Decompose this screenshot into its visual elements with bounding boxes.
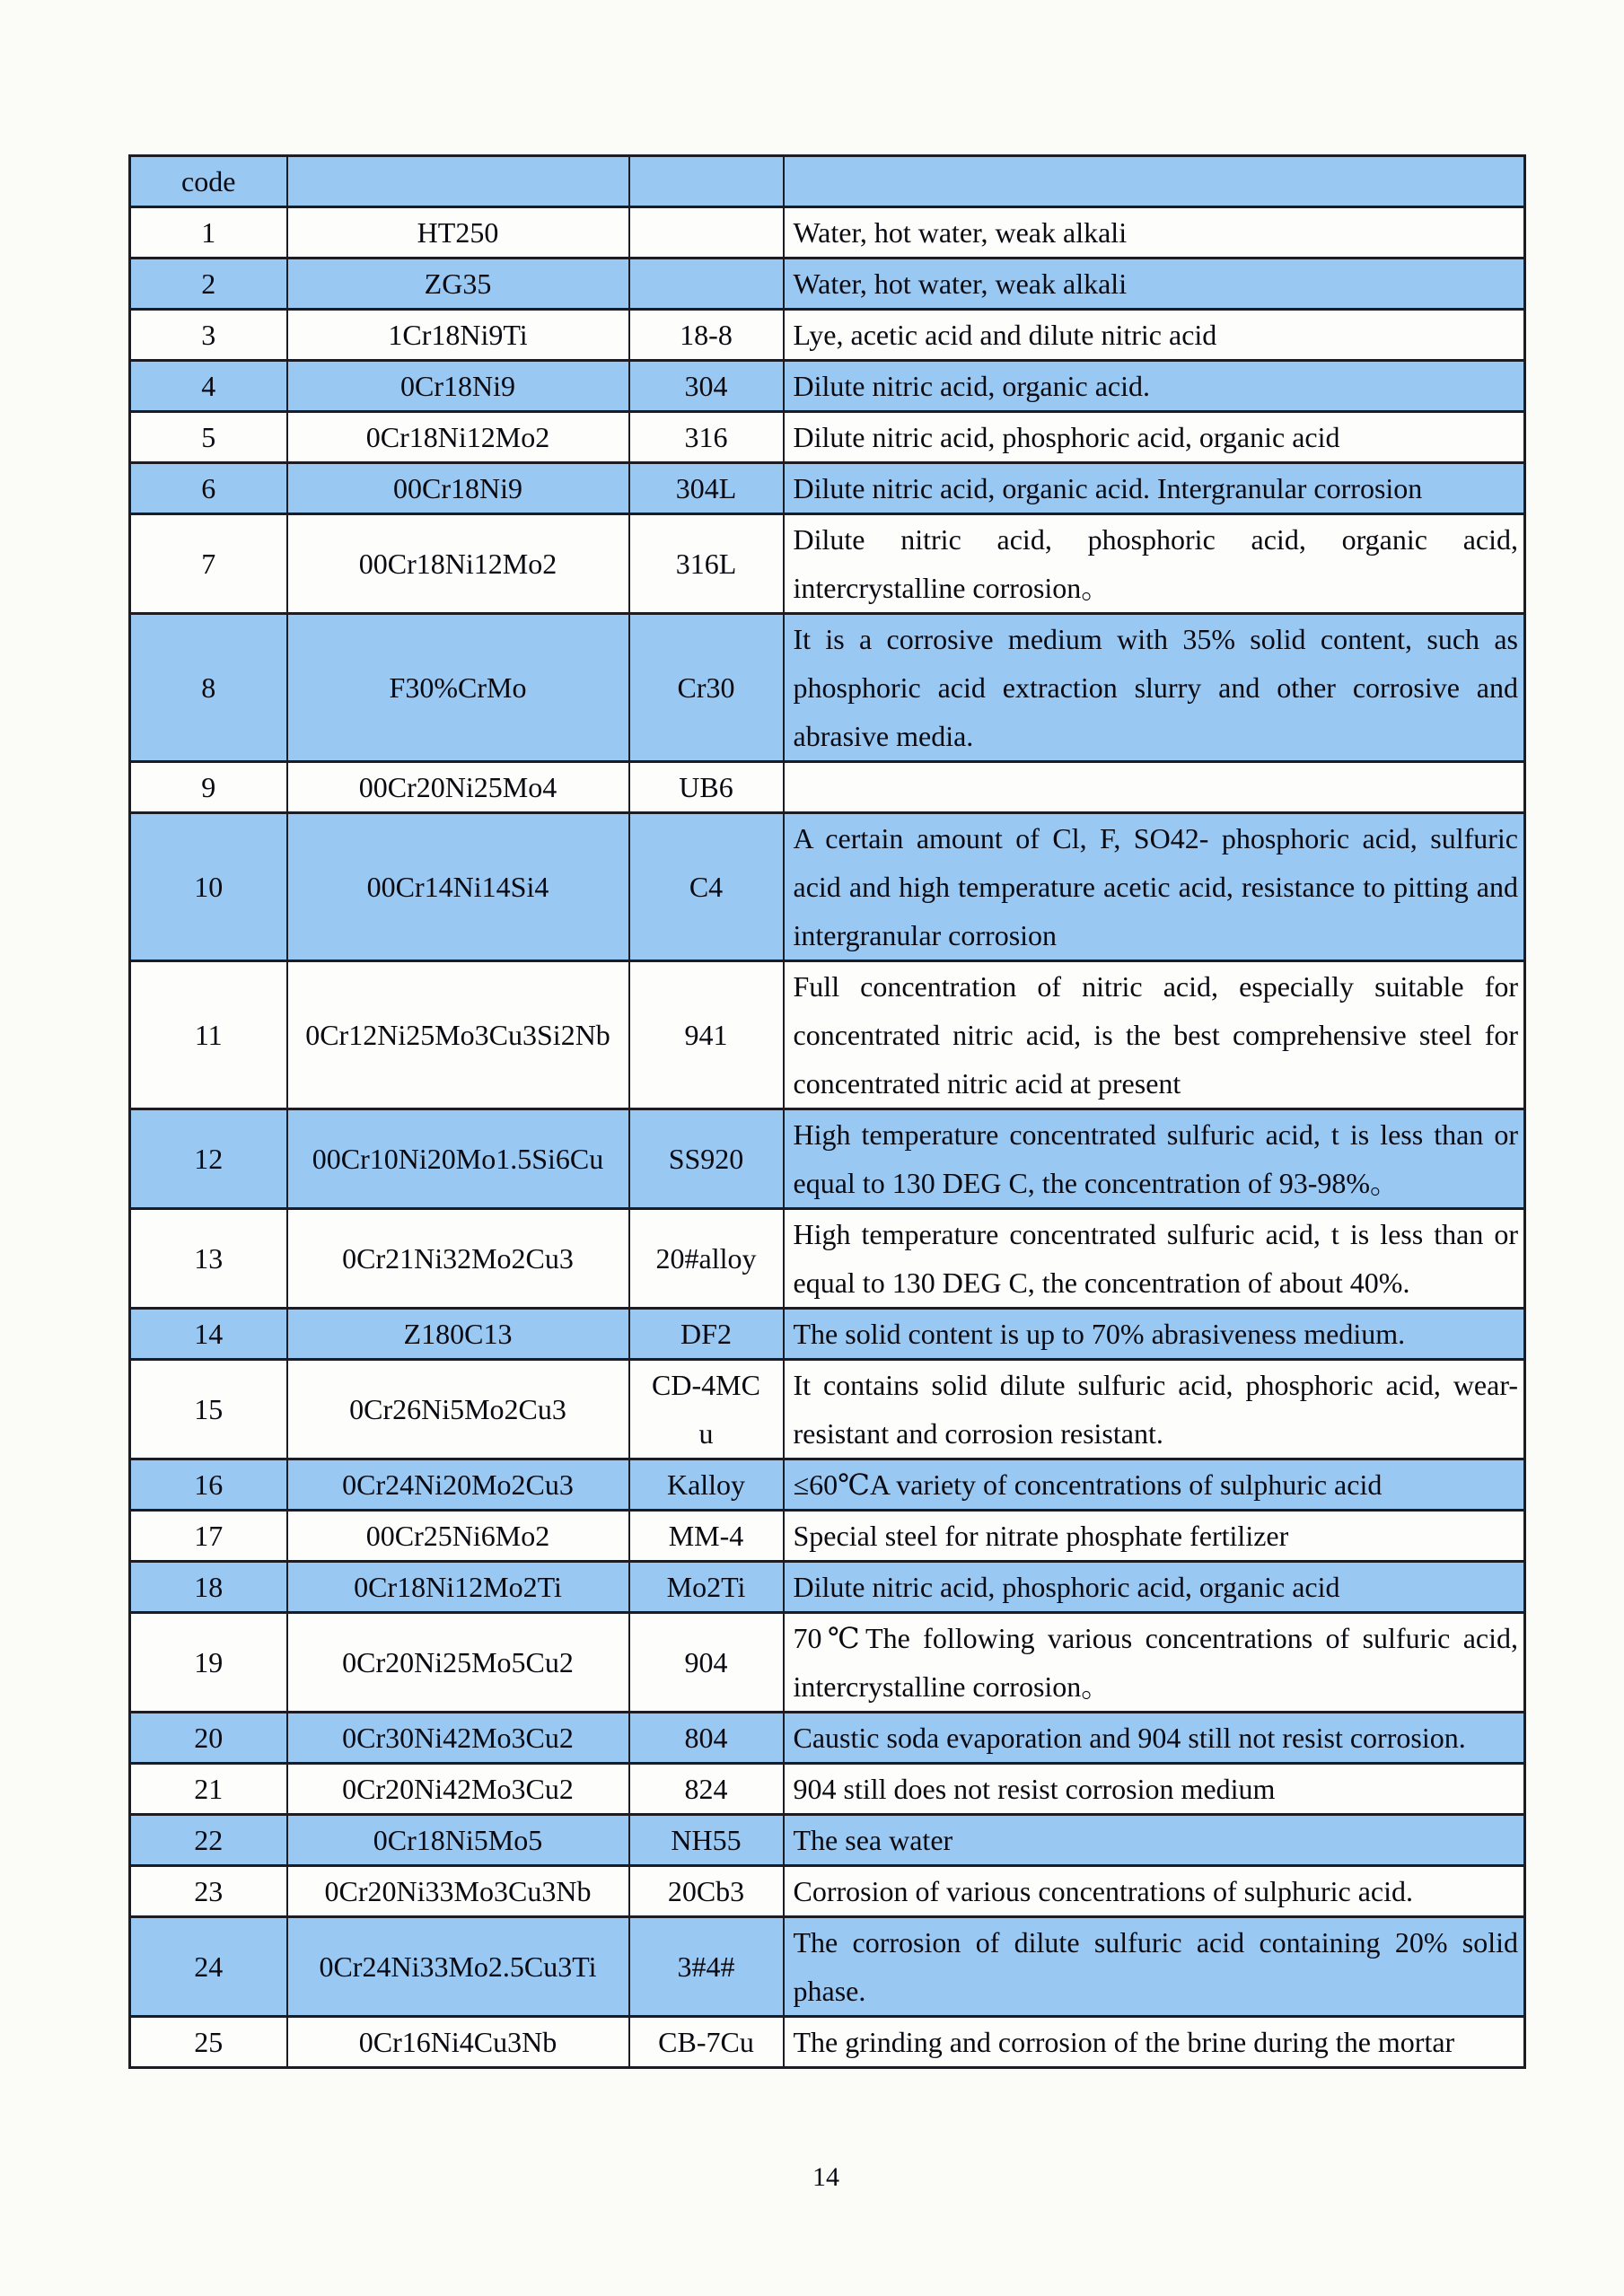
material-cell: 0Cr24Ni20Mo2Cu3 [287, 1459, 629, 1511]
alloy-cell: 18-8 [629, 310, 784, 361]
code-cell: 19 [130, 1613, 287, 1713]
table-row [130, 762, 1525, 813]
alloy-cell: MM-4 [629, 1511, 784, 1562]
alloy-cell: 304 [629, 361, 784, 412]
media-cell: The sea water [784, 1815, 1525, 1866]
code-cell: 17 [130, 1511, 287, 1562]
alloy-cell: DF2 [629, 1309, 784, 1360]
media-cell: It contains solid dilute sulfuric acid, phosphoric acid, wear-resistant and corrosion resistant. [784, 1360, 1525, 1459]
code-cell: 11 [130, 961, 287, 1109]
material-cell: 0Cr16Ni4Cu3Nb [287, 2017, 629, 2068]
code-cell: 15 [130, 1360, 287, 1459]
media-cell: Full concentration of nitric acid, especially suitable for concentrated nitric acid, is the best comprehensive steel for concentrated nitric acid at present [784, 961, 1525, 1109]
material-cell: 00Cr18Ni9 [287, 463, 629, 514]
code-cell: 7 [130, 514, 287, 614]
page-number: 14 [812, 2162, 839, 2192]
material-cell: 0Cr20Ni25Mo5Cu2 [287, 1613, 629, 1713]
table-row [130, 361, 1525, 412]
code-cell: 21 [130, 1764, 287, 1815]
material-cell: HT250 [287, 207, 629, 259]
table-row [130, 412, 1525, 463]
code-cell: 2 [130, 259, 287, 310]
table-row [130, 1764, 1525, 1815]
materials-corrosion-table [128, 154, 1526, 2069]
code-cell: 25 [130, 2017, 287, 2068]
code-cell: 9 [130, 762, 287, 813]
alloy-cell: UB6 [629, 762, 784, 813]
table-row [130, 961, 1525, 1109]
media-cell: The solid content is up to 70% abrasiveness medium. [784, 1309, 1525, 1360]
media-cell: Dilute nitric acid, phosphoric acid, organic acid [784, 412, 1525, 463]
media-cell: Dilute nitric acid, organic acid. [784, 361, 1525, 412]
media-cell: 904 still does not resist corrosion medium [784, 1764, 1525, 1815]
code-cell: 10 [130, 813, 287, 961]
code-cell: 18 [130, 1562, 287, 1613]
code-cell: 13 [130, 1209, 287, 1309]
material-cell: 0Cr18Ni12Mo2Ti [287, 1562, 629, 1613]
table-row [130, 1917, 1525, 2017]
table-row [130, 1459, 1525, 1511]
table-row [130, 1511, 1525, 1562]
alloy-cell: Kalloy [629, 1459, 784, 1511]
media-cell: Water, hot water, weak alkali [784, 207, 1525, 259]
media-cell: Dilute nitric acid, organic acid. Intergranular corrosion [784, 463, 1525, 514]
media-cell: Caustic soda evaporation and 904 still not resist corrosion. [784, 1713, 1525, 1764]
media-cell: Lye, acetic acid and dilute nitric acid [784, 310, 1525, 361]
media-cell: High temperature concentrated sulfuric acid, t is less than or equal to 130 DEG C, the concentration of 93-98%。 [784, 1109, 1525, 1209]
media-cell: Dilute nitric acid, phosphoric acid, organic acid [784, 1562, 1525, 1613]
alloy-cell: 824 [629, 1764, 784, 1815]
media-cell: Water, hot water, weak alkali [784, 259, 1525, 310]
material-cell: 0Cr21Ni32Mo2Cu3 [287, 1209, 629, 1309]
table-row [130, 259, 1525, 310]
material-cell: 0Cr18Ni9 [287, 361, 629, 412]
material-cell: Z180C13 [287, 1309, 629, 1360]
code-cell: 5 [130, 412, 287, 463]
alloy-cell: SS920 [629, 1109, 784, 1209]
material-cell: 1Cr18Ni9Ti [287, 310, 629, 361]
material-cell: 00Cr20Ni25Mo4 [287, 762, 629, 813]
alloy-cell: CD-4MCu [629, 1360, 784, 1459]
table-row [130, 207, 1525, 259]
alloy-cell [629, 207, 784, 259]
media-cell: ≤60℃A variety of concentrations of sulphuric acid [784, 1459, 1525, 1511]
material-cell: 0Cr20Ni33Mo3Cu3Nb [287, 1866, 629, 1917]
alloy-cell: 3#4# [629, 1917, 784, 2017]
media-cell: The corrosion of dilute sulfuric acid containing 20% solid phase. [784, 1917, 1525, 2017]
table-row [130, 463, 1525, 514]
table-row [130, 1360, 1525, 1459]
table-row [130, 2017, 1525, 2068]
alloy-cell: 804 [629, 1713, 784, 1764]
header-media-cell [784, 156, 1525, 207]
code-cell: 6 [130, 463, 287, 514]
table-row [130, 1562, 1525, 1613]
table-row [130, 1309, 1525, 1360]
code-cell: 12 [130, 1109, 287, 1209]
table-row [130, 614, 1525, 762]
code-cell: 1 [130, 207, 287, 259]
media-cell: Dilute nitric acid, phosphoric acid, organic acid, intercrystalline corrosion。 [784, 514, 1525, 614]
table-row [130, 514, 1525, 614]
alloy-cell: 904 [629, 1613, 784, 1713]
table-row [130, 1815, 1525, 1866]
media-cell: Special steel for nitrate phosphate fertilizer [784, 1511, 1525, 1562]
code-cell: 8 [130, 614, 287, 762]
alloy-cell: NH55 [629, 1815, 784, 1866]
table-row [130, 1713, 1525, 1764]
header-code-cell: code [130, 156, 287, 207]
alloy-cell: 20Cb3 [629, 1866, 784, 1917]
material-cell: F30%CrMo [287, 614, 629, 762]
code-cell: 23 [130, 1866, 287, 1917]
material-cell: 00Cr25Ni6Mo2 [287, 1511, 629, 1562]
material-cell: 0Cr30Ni42Mo3Cu2 [287, 1713, 629, 1764]
media-cell: 70℃The following various concentrations of sulfuric acid, intercrystalline corrosion。 [784, 1613, 1525, 1713]
alloy-cell [629, 259, 784, 310]
media-cell: The grinding and corrosion of the brine during the mortar [784, 2017, 1525, 2068]
material-cell: ZG35 [287, 259, 629, 310]
material-cell: 00Cr18Ni12Mo2 [287, 514, 629, 614]
table-row [130, 1866, 1525, 1917]
material-cell: 0Cr18Ni12Mo2 [287, 412, 629, 463]
header-row [130, 156, 1525, 207]
alloy-cell: 20#alloy [629, 1209, 784, 1309]
media-cell: It is a corrosive medium with 35% solid content, such as phosphoric acid extraction slurry and other corrosive and abrasive media. [784, 614, 1525, 762]
material-cell: 0Cr20Ni42Mo3Cu2 [287, 1764, 629, 1815]
table-row [130, 1209, 1525, 1309]
alloy-cell: 304L [629, 463, 784, 514]
alloy-cell: C4 [629, 813, 784, 961]
code-cell: 16 [130, 1459, 287, 1511]
media-cell [784, 762, 1525, 813]
alloy-cell: 941 [629, 961, 784, 1109]
table-row [130, 1109, 1525, 1209]
media-cell: Corrosion of various concentrations of sulphuric acid. [784, 1866, 1525, 1917]
alloy-cell: Mo2Ti [629, 1562, 784, 1613]
media-cell: A certain amount of Cl, F, SO42- phosphoric acid, sulfuric acid and high temperature acetic acid, resistance to pitting and intergranular corrosion [784, 813, 1525, 961]
alloy-cell: 316L [629, 514, 784, 614]
code-cell: 24 [130, 1917, 287, 2017]
code-cell: 3 [130, 310, 287, 361]
material-cell: 0Cr24Ni33Mo2.5Cu3Ti [287, 1917, 629, 2017]
header-material-cell [287, 156, 629, 207]
material-cell: 0Cr18Ni5Mo5 [287, 1815, 629, 1866]
material-cell: 0Cr26Ni5Mo2Cu3 [287, 1360, 629, 1459]
header-alloy-cell [629, 156, 784, 207]
table-row [130, 813, 1525, 961]
alloy-cell: CB-7Cu [629, 2017, 784, 2068]
media-cell: High temperature concentrated sulfuric acid, t is less than or equal to 130 DEG C, the concentration of about 40%. [784, 1209, 1525, 1309]
code-cell: 20 [130, 1713, 287, 1764]
code-cell: 22 [130, 1815, 287, 1866]
table-row [130, 1613, 1525, 1713]
material-cell: 00Cr10Ni20Mo1.5Si6Cu [287, 1109, 629, 1209]
material-cell: 0Cr12Ni25Mo3Cu3Si2Nb [287, 961, 629, 1109]
material-cell: 00Cr14Ni14Si4 [287, 813, 629, 961]
alloy-cell: Cr30 [629, 614, 784, 762]
code-cell: 14 [130, 1309, 287, 1360]
table-row [130, 310, 1525, 361]
code-cell: 4 [130, 361, 287, 412]
alloy-cell: 316 [629, 412, 784, 463]
